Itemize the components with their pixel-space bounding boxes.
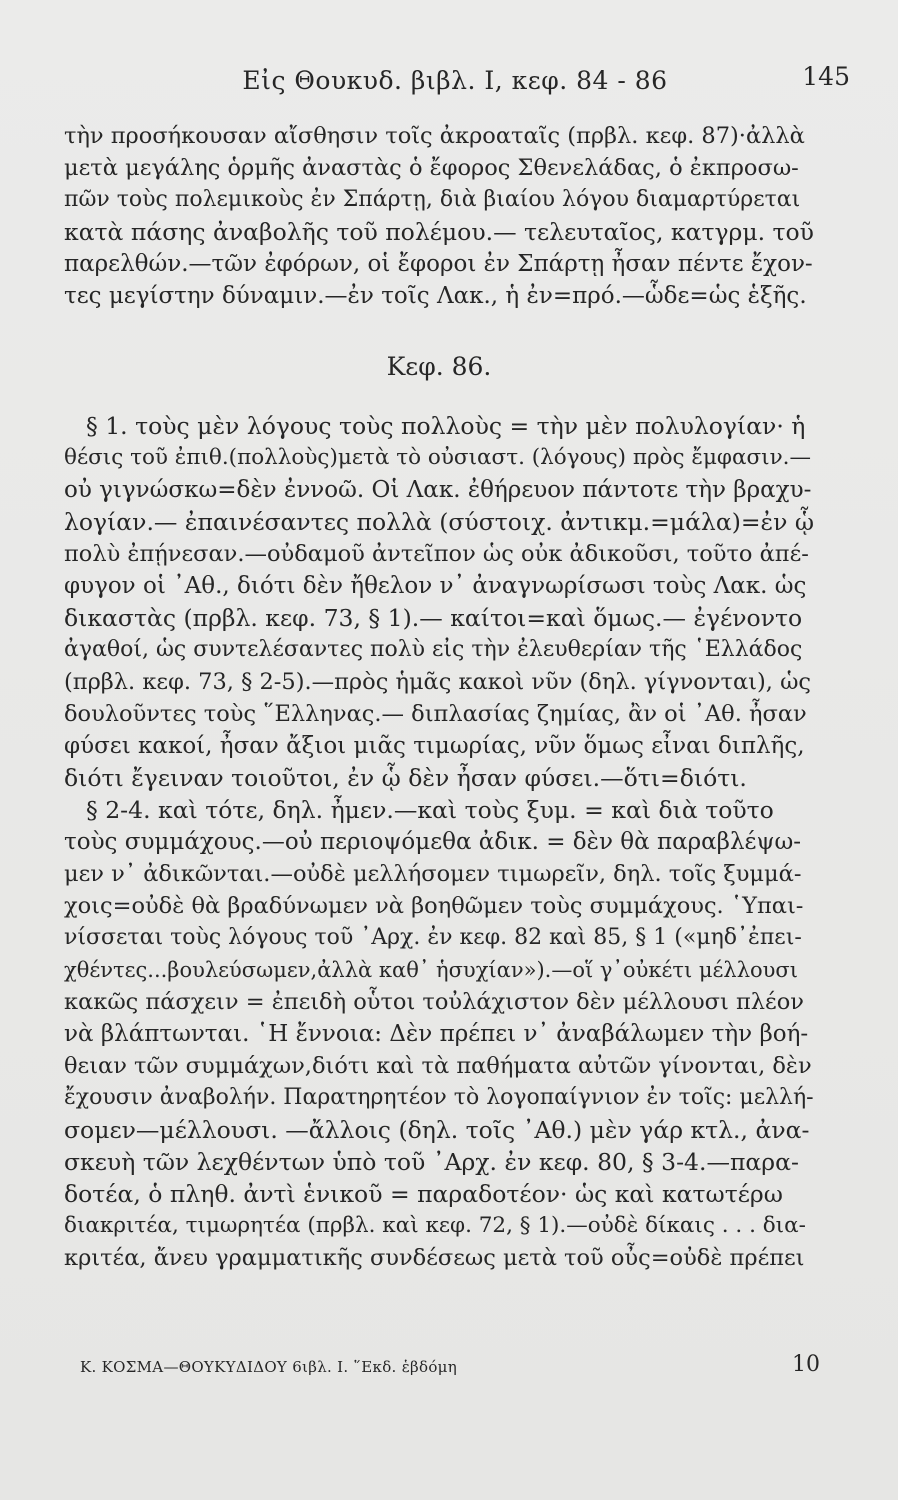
text-line: § 1. τοὺς μὲν λόγους τοὺς πολλοὺς = τὴν μὲν πολυλογίαν· ἡ [86, 412, 806, 440]
text-line: πῶν τοὺς πολεμικοὺς ἐν Σπάρτῃ, διὰ βιαίου λόγου διαμαρτύρεται [64, 187, 801, 212]
text-line: δουλοῦντες τοὺς ῞Ελληνας.— διπλασίας ζημίας, ἂν οἱ ᾿Αθ. ἦσαν [64, 701, 807, 727]
paragraph-section-2-4 [64, 794, 814, 1274]
text-line: σομεν—μέλλουσι. —ἄλλοις (δηλ. τοῖς ᾿Αθ.) μὲν γάρ κτλ., ἀνα- [64, 1116, 810, 1144]
printer-signature: Κ. ΚΟΣΜΑ—ΘΟΥΚΥΔΙΔΟΥ 6ιβλ. Ι. ῞Εκδ. ἑβδόμη [80, 1358, 458, 1376]
text-line: § 2-4. καὶ τότε, δηλ. ἦμεν.—καὶ τοὺς ξυμ. = καὶ διὰ τοῦτο [86, 796, 774, 824]
text-line: μετὰ μεγάλης ὁρμῆς ἀναστὰς ὁ ἔφορος Σθενελάδας, ὁ ἐκπροσω- [64, 155, 799, 181]
text-line: φύσει κακοί, ἦσαν ἄξιοι μιᾶς τιμωρίας, νῦν ὅμως εἶναι διπλῆς, [64, 733, 805, 759]
text-line: θέσις τοῦ ἐπιθ.(πολλοὺς)μετὰ τὸ οὐσιαστ. (λόγους) πρὸς ἔμφασιν.— [64, 445, 812, 470]
page-footer [80, 1352, 820, 1382]
text-line: ἀγαθοί, ὡς συντελέσαντες πολὺ εἰς τὴν ἐλευθερίαν τῆς ῾Ελλάδος [64, 637, 803, 662]
paragraph-section-1 [64, 410, 814, 794]
page-body [64, 120, 814, 1274]
text-line: οὐ γιγνώσκω=δὲν ἐννοῶ. Οἱ Λακ. ἐθήρευον πάντοτε τὴν βραχυ- [64, 477, 812, 503]
text-line: κριτέα, ἄνευ γραμματικῆς συνδέσεως μετὰ τοῦ οὖς=οὐδὲ πρέπει [64, 1245, 805, 1271]
text-line: θειαν τῶν συμμάχων,διότι καὶ τὰ παθήματα αὐτῶν γίνονται, δὲν [64, 1053, 812, 1079]
text-line: κατὰ πάσης ἀναβολῆς τοῦ πολέμου.— τελευταῖος, κατγρμ. τοῦ [64, 218, 814, 246]
paragraph-continuation [64, 120, 814, 312]
text-line: κακῶς πάσχειν = ἐπειδὴ οὗτοι τοὐλάχιστον δὲν μέλλουσι πλέον [64, 989, 804, 1015]
text-line: πολὺ ἐπῄνεσαν.—οὐδαμοῦ ἀντεῖπον ὡς οὐκ ἀδικοῦσι, τοῦτο ἀπέ- [64, 541, 809, 567]
text-line: (πρβλ. κεφ. 73, § 2-5).—πρὸς ἡμᾶς κακοὶ νῦν (δηλ. γίγνονται), ὡς [64, 669, 812, 695]
text-line: τὴν προσήκουσαν αἴσθησιν τοῖς ἀκροαταῖς (πρβλ. κεφ. 87)·ἀλλὰ [64, 123, 805, 149]
text-line: ἔχουσιν ἀναβολήν. Παρατηρητέον τὸ λογοπαίγνιον ἐν τοῖς: μελλή- [64, 1085, 814, 1110]
gathering-number: 10 [792, 1352, 820, 1377]
text-line: μεν ν᾿ ἀδικῶνται.—οὐδὲ μελλήσομεν τιμωρεῖν, δηλ. τοῖς ξυμμά- [64, 861, 802, 887]
text-line: δοτέα, ὁ πληθ. ἀντὶ ἑνικοῦ = παραδοτέον· ὡς καὶ κατωτέρω [64, 1180, 783, 1208]
running-head: Εἰς Θουκυδ. βιβλ. Ι, κεφ. 84 - 86 [242, 66, 668, 95]
text-line: νίσσεται τοὺς λόγους τοῦ ᾿Αρχ. ἐν κεφ. 82 καὶ 85, § 1 («μηδ᾿ἐπει- [64, 925, 802, 950]
text-line: παρελθών.—τῶν ἐφόρων, οἱ ἔφοροι ἐν Σπάρτῃ ἦσαν πέντε ἔχον- [64, 251, 813, 277]
text-line: διακριτέα, τιμωρητέα (πρβλ. καὶ κεφ. 72, § 1).—οὐδὲ δίκαις . . . δια- [64, 1213, 806, 1238]
text-line: φυγον οἱ ᾿Αθ., διότι δὲν ἤθελον ν᾿ ἀναγνωρίσωσι τοὺς Λακ. ὡς [64, 573, 807, 599]
chapter-heading: Κεφ. 86. [386, 352, 492, 381]
text-line: διότι ἔγειναν τοιοῦτοι, ἐν ᾧ δὲν ἦσαν φύσει.—ὅτι=διότι. [64, 764, 747, 792]
text-line: τοὺς συμμάχους.—οὐ περιοψόμεθα ἀδικ. = δὲν θὰ παραβλέψω- [64, 829, 802, 855]
text-line: λογίαν.— ἐπαινέσαντες πολλὰ (σύστοιχ. ἀντικμ.=μάλα)=ἐν ᾧ [64, 508, 815, 536]
page-header [60, 62, 850, 102]
text-line: σκευὴ τῶν λεχθέντων ὑπὸ τοῦ ᾿Αρχ. ἐν κεφ. 80, § 3-4.—παρα- [64, 1148, 799, 1176]
text-line: δικαστὰς (πρβλ. κεφ. 73, § 1).— καίτοι=καὶ ὅμως.— ἐγένοντο [64, 604, 803, 632]
text-line: χθέντες...βουλεύσωμεν,ἀλλὰ καθ᾿ ἡσυχίαν»).—οἵ γ᾿οὐκέτι μέλλουσι [64, 958, 798, 982]
page-number: 145 [802, 62, 850, 91]
text-line: τες μεγίστην δύναμιν.—ἐν τοῖς Λακ., ἡ ἐν=πρό.—ὧδε=ὡς ἑξῆς. [64, 283, 807, 309]
text-line: χοις=οὐδὲ θὰ βραδύνωμεν νὰ βοηθῶμεν τοὺς συμμάχους. ῾Υπαι- [64, 893, 804, 919]
text-line: νὰ βλάπτωνται. ῾Η ἔννοια: Δὲν πρέπει ν᾿ ἀναβάλωμεν τὴν βοή- [64, 1021, 809, 1047]
